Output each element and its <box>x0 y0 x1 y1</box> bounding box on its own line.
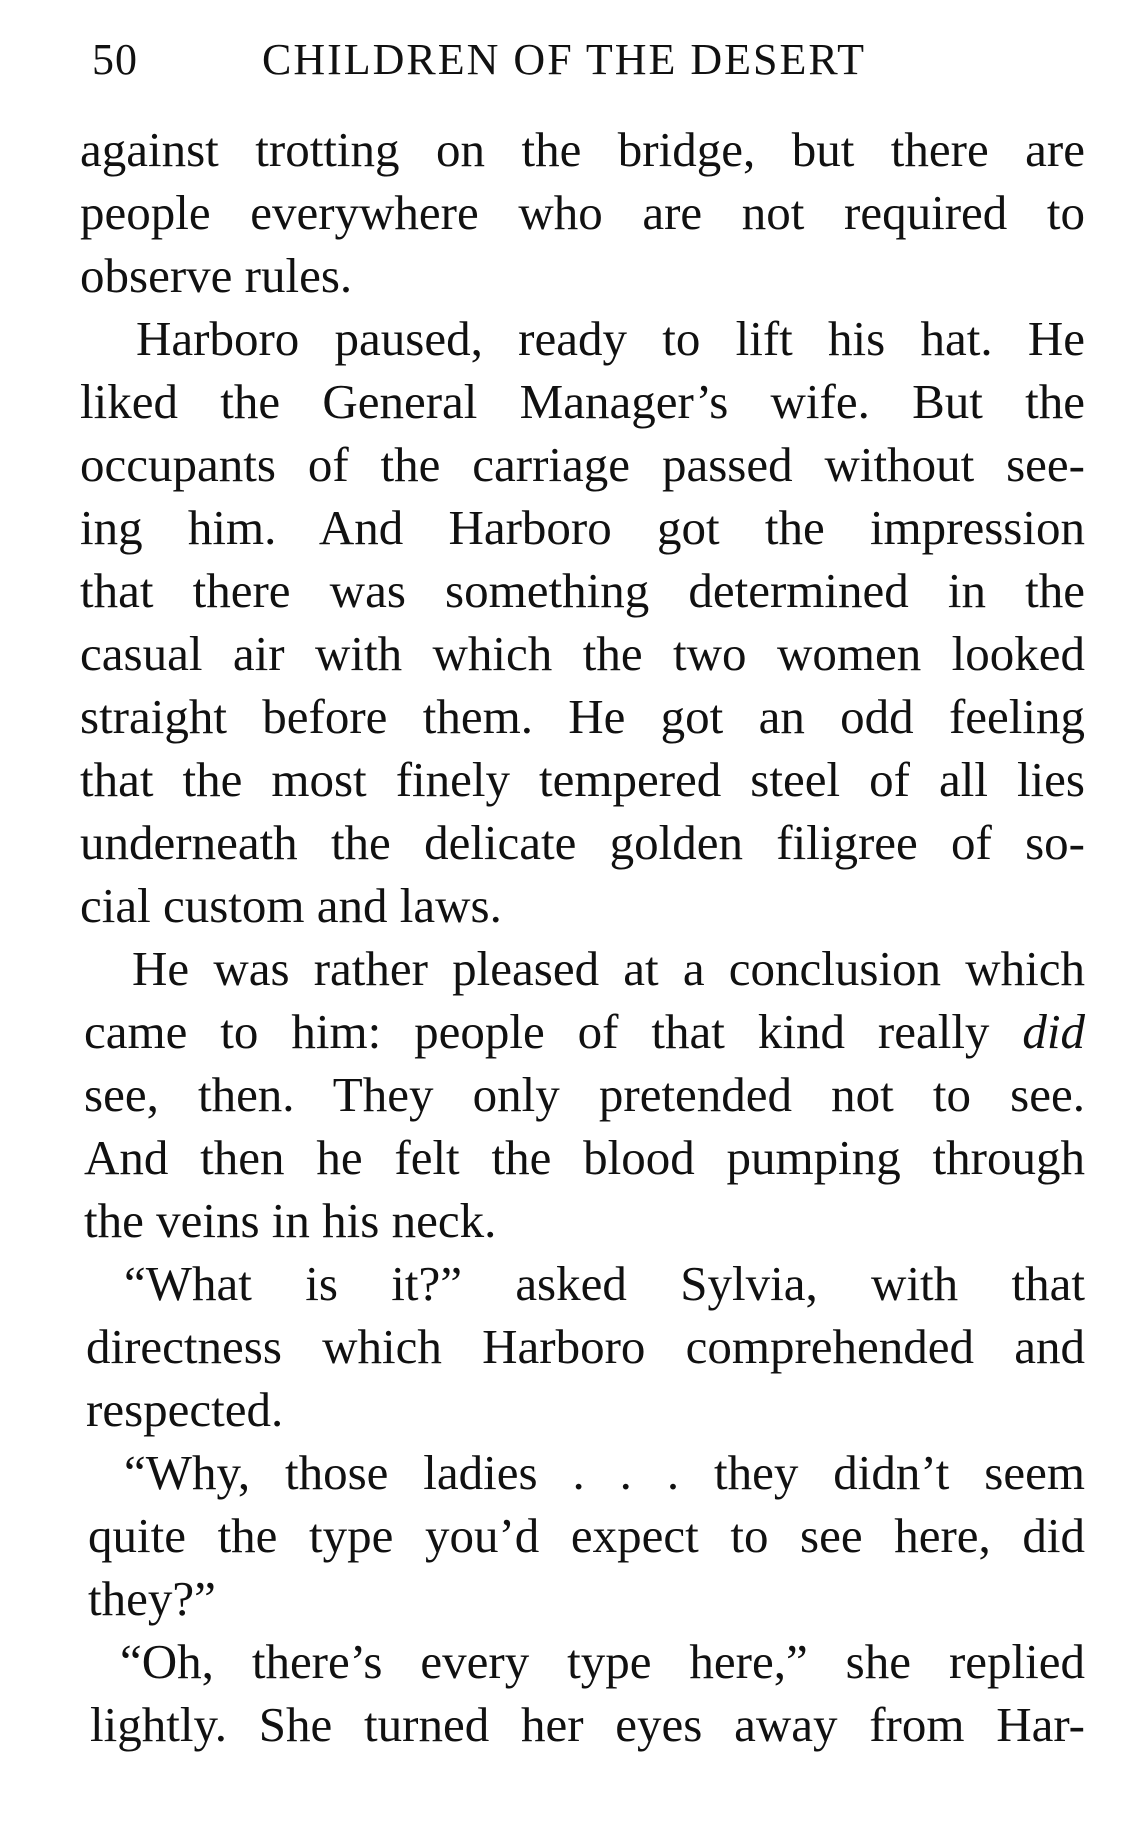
text-line: respected. <box>86 1382 284 1437</box>
page-number: 50 <box>92 35 138 84</box>
running-head <box>92 30 1077 90</box>
text-line: straight before them. He got an odd feeling <box>80 689 1085 744</box>
text-line: underneath the delicate golden filigree of so- <box>80 815 1085 870</box>
text-line: the veins in his neck. <box>84 1193 497 1248</box>
text-line: occupants of the carriage passed without see- <box>80 437 1085 492</box>
text-line: see, then. They only pretended not to see. <box>84 1067 1085 1122</box>
text-line: they?” <box>88 1571 216 1626</box>
book-title: CHILDREN OF THE DESERT <box>262 35 866 84</box>
text-line: casual air with which the two women looked <box>80 626 1085 681</box>
paragraph-first-line: Harboro paused, ready to lift his hat. He <box>136 311 1085 366</box>
text-line: And then he felt the blood pumping through <box>84 1130 1085 1185</box>
text-line: quite the type you’d expect to see here, did <box>88 1508 1085 1563</box>
text-line: against trotting on the bridge, but there are <box>80 122 1085 177</box>
paragraph-first-line: “Why, those ladies . . . they didn’t seem <box>124 1445 1085 1500</box>
text-line: lightly. She turned her eyes away from Har- <box>90 1697 1085 1752</box>
text-line <box>80 1000 1085 1063</box>
paragraph-first-line: “Oh, there’s every type here,” she replied <box>120 1634 1085 1689</box>
text-line: people everywhere who are not required to <box>80 185 1085 240</box>
text-line: that there was something determined in the <box>80 563 1085 618</box>
text-line: liked the General Manager’s wife. But the <box>80 374 1085 429</box>
text-line: directness which Harboro comprehended and <box>86 1319 1085 1374</box>
text-line: ing him. And Harboro got the impression <box>80 500 1085 555</box>
text-line: cial custom and laws. <box>80 878 502 933</box>
text-line-part: came to him: people of that kind really <box>84 1004 990 1059</box>
body-text <box>80 118 1085 1756</box>
italic-emphasis: did <box>1022 1004 1085 1059</box>
paragraph-first-line: He was rather pleased at a conclusion which <box>132 941 1085 996</box>
text-line: that the most finely tempered steel of all lies <box>80 752 1085 807</box>
text-line: observe rules. <box>80 248 353 303</box>
paragraph-first-line: “What is it?” asked Sylvia, with that <box>124 1256 1085 1311</box>
